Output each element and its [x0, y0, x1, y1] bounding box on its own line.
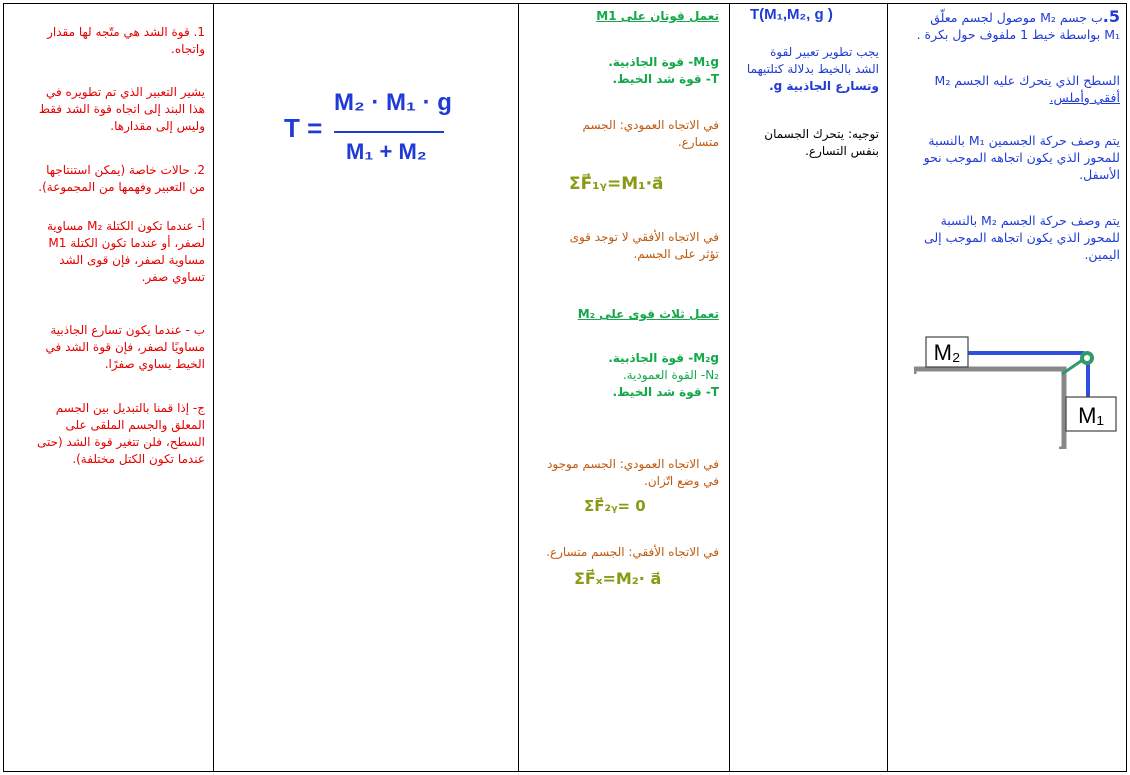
note-case-c: ج- إذا قمنا بالتبديل بين الجسم المعلق والجسم الملقى على السطح، فلن تتغير قوة الشد (حتى عندما تكون الكتل مختلفة).	[36, 401, 205, 466]
task-title: T(M₁,M₂, g )	[750, 6, 833, 23]
forces-m2-list: M₂g- قوة الجاذبية. N₂- القوة العمودية. T- قوة شد الخيط.	[608, 351, 719, 399]
block-m1-label: M₁	[1078, 403, 1104, 428]
note-vector: 1. قوة الشد هي متّجه لها مقدار واتجاه.	[47, 25, 205, 56]
m2-horizontal-text: في الاتجاه الأفقي: الجسم متسارع.	[546, 545, 719, 559]
equation-m2-vertical: ΣF⃗₂ᵧ= 0	[584, 497, 646, 515]
equation-m2-horizontal: ΣF⃗ₓ=M₂· a⃗	[574, 569, 662, 588]
column-task	[730, 4, 888, 771]
block-m2-label: M₂	[933, 340, 961, 365]
hint-text: توجيه: يتحرك الجسمان بنفس التسارع.	[764, 127, 879, 158]
column-forces	[519, 4, 730, 771]
note-special-cases: 2. حالات خاصة (يمكن استنتاجها من التعبير وفهمها من المجموعة).	[38, 163, 205, 194]
m1-vertical-text: في الاتجاه العمودي: الجسم متسارع.	[582, 118, 719, 149]
table-fill	[914, 374, 1059, 449]
tension-formula	[284, 89, 484, 169]
formula-lhs: T =	[284, 113, 323, 143]
fraction-bar	[334, 131, 444, 133]
formula-numerator: M₂ · M₁ · g	[334, 89, 452, 116]
m1-horizontal-text: في الاتجاه الأفقي لا توجد قوى تؤثر على الجسم.	[569, 230, 719, 261]
note-case-a: أ- عندما تكون الكتلة M₂ مساوية لصفر، أو عندما تكون الكتلة M1 مساوية لصفر، فإن قوى الشد تساوي صفر.	[46, 219, 205, 284]
m2-vertical-text: في الاتجاه العمودي: الجسم موجود في وضع اتّزان.	[547, 457, 719, 488]
column-notes	[4, 4, 214, 771]
worksheet-table	[3, 3, 1127, 772]
note-direction: يشير التعبير الذي تم تطويره في هذا البند إلى اتجاه قوة الشد فقط وليس إلى مقدارها.	[38, 85, 205, 133]
equation-m1: ΣF⃗₁ᵧ=M₁·a⃗	[569, 174, 664, 194]
formula-denominator: M₁ + M₂	[346, 139, 427, 164]
pulley-axle	[1084, 355, 1090, 361]
problem-intro: 5.ب جسم M₂ موصول لجسم معلّق M₁ بواسطة خيط 1 ملفوف حول بكرة .	[916, 7, 1120, 42]
task-text: يجب تطوير تعبير لقوة الشد بالخيط بدلالة كتلتيهما وتسارع الجاذبية g.	[746, 45, 879, 93]
axis-m1-text: يتم وصف حركة الجسمين M₁ بالنسبة للمحور الذي يكون اتجاهه الموجب نحو الأسفل.	[923, 133, 1120, 182]
note-case-b: ب - عندما يكون تسارع الجاذبية مساويًا لصفر، فإن قوة الشد في الخيط يساوي صفرًا.	[45, 323, 205, 371]
surface-text: السطح الذي يتحرك عليه الجسم M₂ أفقي وأملس.	[934, 73, 1120, 105]
forces-m1-list: M₁g- قوة الجاذبية. T- قوة شد الخيط.	[608, 55, 719, 86]
forces-m2-heading: تعمل ثلاث قوى على M₂	[577, 307, 719, 321]
axis-m2-text: يتم وصف حركة الجسم M₂ بالنسبة للمحور الذي يكون اتجاهه الموجب إلى اليمين.	[923, 213, 1120, 262]
column-answer	[214, 4, 519, 771]
pulley-diagram	[914, 329, 1124, 449]
forces-m1-heading: تعمل قوتان على M1	[596, 9, 719, 23]
